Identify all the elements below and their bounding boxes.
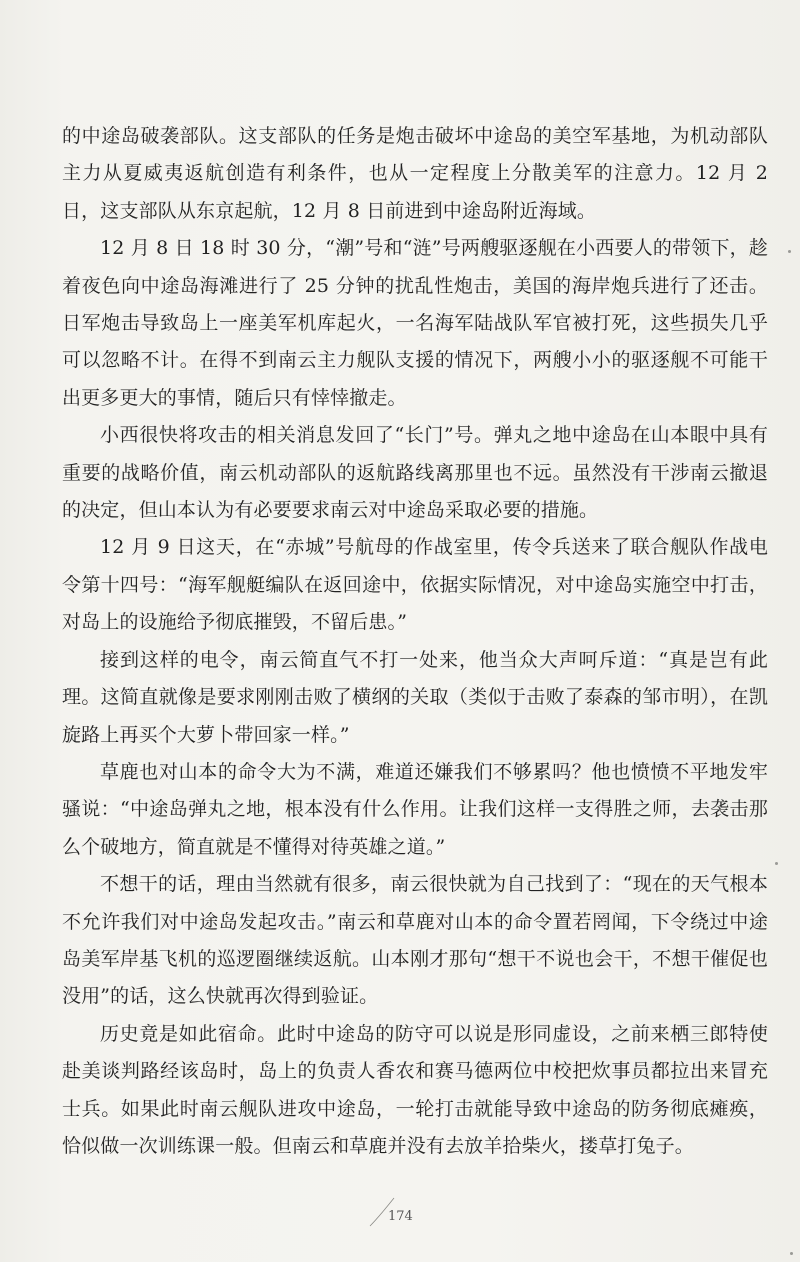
paragraph-1: 的中途岛破袭部队。这支部队的任务是炮击破坏中途岛的美空军基地，为机动部队主力从夏威夷返航创造有利条件，也从一定程度上分散美军的注意力。12 月 2 日，这支部队从东京起航，12 月 8 日前进到中途岛附近海域。 [62,125,768,222]
page-number: 174 [388,1209,413,1224]
body-text [62,118,768,1165]
paragraph-7: 不想干的话，理由当然就有很多，南云很快就为自己找到了：“现在的天气根本不允许我们对中途岛发起攻击。”南云和草鹿对山本的命令置若罔闻，下令绕过中途岛美军岸基飞机的巡逻圈继续返航。山本刚才那句“想干不说也会干，不想干催促也没用”的话，这么快就再次得到验证。 [62,873,768,1008]
paragraph-2: 12 月 8 日 18 时 30 分，“潮”号和“涟”号两艘驱逐舰在小西要人的带领下，趁着夜色向中途岛海滩进行了 25 分钟的扰乱性炮击，美国的海岸炮兵进行了还击。日军炮击导致岛上一座美军机库起火，一名海军陆战队军官被打死，这些损失几乎可以忽略不计。在得不到南云主力舰队支援的情况下，两艘小小的驱逐舰不可能干出更多更大的事情，随后只有悻悻撤走。 [62,237,768,409]
paragraph-3: 小西很快将攻击的相关消息发回了“长门”号。弹丸之地中途岛在山本眼中具有重要的战略价值，南云机动部队的返航路线离那里也不远。虽然没有干涉南云撤退的决定，但山本认为有必要要求南云对中途岛采取必要的措施。 [62,424,768,522]
scan-speck [788,250,791,253]
paragraph-8: 历史竟是如此宿命。此时中途岛的防守可以说是形同虚设，之前来栖三郎特使赴美谈判路经该岛时，岛上的负责人香农和赛马德两位中校把炊事员都拉出来冒充士兵。如果此时南云舰队进攻中途岛，一轮打击就能导致中途岛的防务彻底瘫痪，恰似做一次训练课一般。但南云和草鹿并没有去放羊拾柴火，搂草打兔子。 [62,1022,768,1157]
paragraph-6: 草鹿也对山本的命令大为不满，难道还嫌我们不够累吗？他也愤愤不平地发牢骚说：“中途岛弹丸之地，根本没有什么作用。让我们这样一支得胜之师，去袭击那么个破地方，简直就是不懂得对待英雄之道。” [62,760,768,858]
scan-speck [790,1252,793,1255]
paragraph-4: 12 月 9 日这天，在“赤城”号航母的作战室里，传令兵送来了联合舰队作战电令第十四号：“海军舰艇编队在返回途中，依据实际情况，对中途岛实施空中打击，对岛上的设施给予彻底摧毁，不留后患。” [62,536,768,634]
paragraph-5: 接到这样的电令，南云简直气不打一处来，他当众大声呵斥道：“真是岂有此理。这简直就像是要求刚刚击败了横纲的关取（类似于击败了泰森的邹市明），在凯旋路上再买个大萝卜带回家一样。” [62,648,768,746]
scan-speck [775,862,778,865]
